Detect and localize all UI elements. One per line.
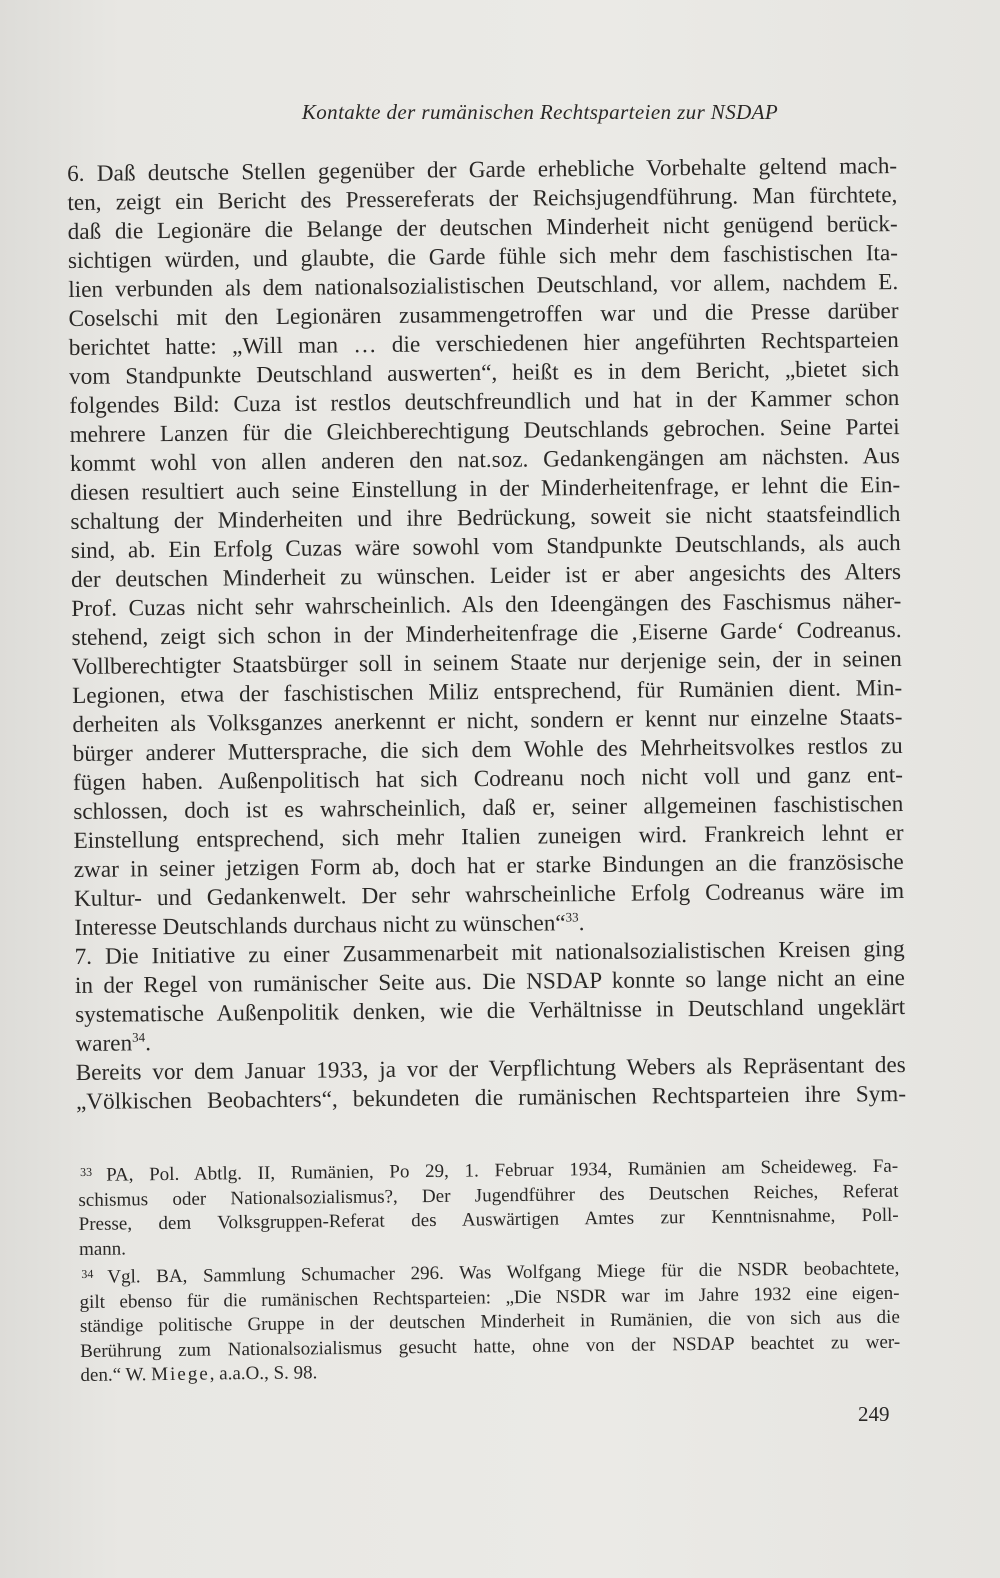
- text-line: stehend, zeigt sich schon in der Minderheitenfrage die ‚Eiserne Garde‘ Codreanus.: [71, 617, 902, 651]
- text-line: sind, ab. Ein Erfolg Cuzas wäre sowohl vom Standpunkte Deutschlands, als auch: [70, 530, 901, 564]
- text-line: schaltung der Minderheiten und ihre Bedrückung, soweit sie nicht staatsfeindlich: [70, 501, 901, 535]
- text-run: , a.a.O., S. 98.: [209, 1362, 318, 1385]
- text-line: fügen haben. Außenpolitisch hat sich Codreanu noch nicht voll und ganz ent-: [72, 762, 904, 796]
- text-line: schlossen, doch ist es wahrscheinlich, daß er, seiner allgemeinen faschistischen: [73, 791, 904, 825]
- footnote-number: 33: [80, 1164, 93, 1179]
- running-head: Kontakte der rumänischen Rechtsparteien zur NSDAP: [301, 100, 779, 124]
- text-line: derheiten als Volksganzes anerkennt er nicht, sondern er kennt nur einzelne Staats-: [72, 704, 903, 738]
- text-line: lien verbunden als dem nationalsozialistischen Deutschland, vor allem, nachdem E.: [68, 269, 899, 303]
- text-run: waren: [75, 1030, 133, 1057]
- text-line: vom Standpunkte Deutschland auswerten“, heißt es in dem Bericht, „bietet sich: [68, 356, 900, 390]
- text-line: Prof. Cuzas nicht sehr wahrscheinlich. Als den Ideengängen des Faschismus näher-: [71, 588, 902, 622]
- footnotes: [78, 1151, 901, 1389]
- page-number: 249: [858, 1402, 890, 1426]
- text-line: Legionen, etwa der faschistischen Miliz entsprechend, für Rumänien dient. Min-: [72, 675, 903, 709]
- text-run: Interesse Deutschlands durchaus nicht zu wünschen“: [74, 910, 566, 941]
- text-line: mehrere Lanzen für die Gleichberechtigung Deutschlands gebrochen. Seine Partei: [69, 414, 900, 448]
- text-run: .: [578, 910, 585, 937]
- footnote-ref-33[interactable]: 33: [565, 909, 579, 925]
- paragraph-8: [76, 1051, 907, 1117]
- text-run: PA, Pol. Abtlg. II, Rumänien, Po 29, 1. Februar 1934, Rumänien am Scheideweg. Fa-: [106, 1155, 899, 1186]
- text-line: systematische Außenpolitik denken, wie die Verhältnisse in Deutschland ungeklärt: [75, 993, 906, 1028]
- text-line: 6. Daß deutsche Stellen gegenüber der Garde erhebliche Vorbehalte geltend mach-: [67, 153, 898, 187]
- footnote-34: [79, 1253, 900, 1389]
- author-name: Miege: [151, 1363, 210, 1386]
- text-line: Vollberechtigter Staatsbürger soll in seinem Staate nur derjenige sein, der in seinen: [71, 646, 902, 680]
- text-line: kommt wohl von allen anderen den nat.soz. Gedankengängen am nächsten. Aus: [69, 443, 901, 477]
- text-line: der deutschen Minderheit zu wünschen. Leider ist er aber angesichts des Alters: [70, 559, 902, 593]
- text-run: .: [145, 1030, 152, 1057]
- text-line: sichtigen würden, und glaubte, die Garde fühle sich mehr dem faschistischen Ita-: [67, 240, 899, 274]
- text-line: zwar in seiner jetzigen Form ab, doch hat er starke Bindungen an die französische: [73, 849, 904, 883]
- paragraph-6: [67, 152, 904, 943]
- text-run: Vgl. BA, Sammlung Schumacher 296. Was Wolfgang Miege für die NSDR beobachtete,: [107, 1257, 900, 1288]
- text-line: in der Regel von rumänischer Seite aus. Die NSDAP konnte so lange nicht an eine: [74, 964, 906, 999]
- body-text: [67, 152, 906, 1117]
- text-line: folgendes Bild: Cuza ist restlos deutschfreundlich und hat in der Kammer schon: [69, 385, 900, 419]
- text-line: Kultur- und Gedankenwelt. Der sehr wahrscheinliche Erfolg Codreanus wäre im: [73, 877, 905, 912]
- text-line: berichtet hatte: „Will man … die verschiedenen hier angeführten Rechtsparteien: [68, 327, 899, 361]
- footnote-number: 34: [81, 1266, 94, 1281]
- footnote-33: [78, 1151, 899, 1262]
- footnote-line: Presse, dem Volksgruppen-Referat des Auswärtigen Amtes zur Kenntnisnahme, Poll-: [78, 1204, 899, 1235]
- text-line: ten, zeigt ein Bericht des Pressereferats der Reichsjugendführung. Man fürchtete,: [67, 182, 898, 216]
- footnote-line: schismus oder Nationalsozialismus?, Der Jugendführer des Deutschen Reiches, Referat: [78, 1180, 899, 1211]
- text-line: bürger anderer Muttersprache, die sich dem Wohle des Mehrheitsvolkes restlos zu: [72, 733, 903, 767]
- text-run: den.“ W.: [80, 1364, 152, 1386]
- text-line: Bereits vor dem Januar 1933, ja vor der Verpflichtung Webers als Repräsentant des: [75, 1051, 906, 1086]
- footnote-line: gilt ebenso für die rumänischen Rechtsparteien: „Die NSDR war im Jahre 1932 eine eigen-: [79, 1282, 900, 1313]
- footnote-line: Berührung zum Nationalsozialismus gesucht hatte, ohne von der NSDAP beachtet zu wer-: [80, 1331, 901, 1362]
- text-line: 7. Die Initiative zu einer Zusammenarbeit mit nationalsozialistischen Kreisen ging: [74, 935, 905, 970]
- footnote-line: mann.: [78, 1237, 127, 1260]
- text-line: „Völkischen Beobachters“, bekundeten die rumänischen Rechtsparteien ihre Sym-: [75, 1080, 907, 1115]
- paragraph-7: [75, 935, 906, 1059]
- footnote-line: ständige politische Gruppe in der deutschen Minderheit in Rumänien, die von sich aus die: [79, 1306, 900, 1337]
- text-line: diesen resultiert auch seine Einstellung in der Minderheitenfrage, er lehnt die Ein-: [70, 472, 901, 506]
- text-line: Coselschi mit den Legionären zusammengetroffen war und die Presse darüber: [68, 298, 899, 332]
- footnote-ref-34[interactable]: 34: [132, 1029, 146, 1045]
- text-line: daß die Legionäre die Belange der deutschen Minderheit nicht genügend berück-: [67, 211, 898, 245]
- text-line: Einstellung entsprechend, sich mehr Italien zuneigen wird. Frankreich lehnt er: [73, 820, 904, 854]
